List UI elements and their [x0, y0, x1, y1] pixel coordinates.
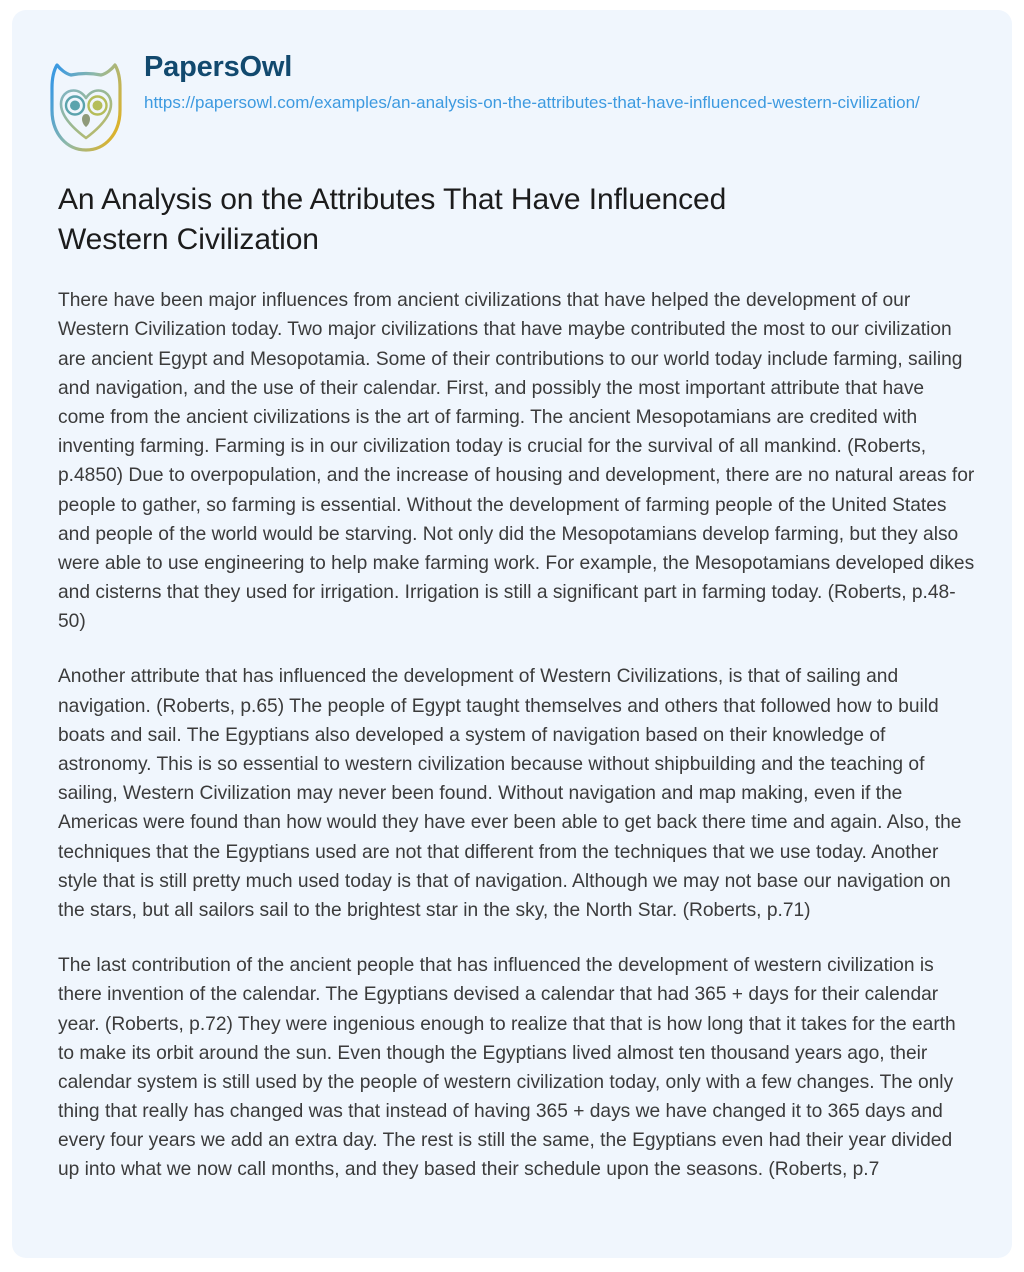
article-paragraph: The last contribution of the ancient people that has influenced the development of western civilization is there invention of the calendar. The Egyptians devised a calendar that had 365 + days for their calendar year. (Roberts, p.72) They were ingenious enough to realize that that is how long that it takes for the earth to make its orbit around the sun. Even though the Egyptians lived almost ten thousand years ago, their calendar system is still used by the people of western civilization today, only with a few changes. The only thing that really has changed was that instead of having 365 + days we have changed it to 365 days and every four years we add an extra day. The rest is still the same, the Egyptians even had their year divided up into what we now call months, and they based their schedule upon the seasons. (Roberts, p.7 [58, 955, 956, 1181]
article-body [58, 286, 976, 1184]
site-header [40, 48, 982, 158]
article [58, 180, 976, 1185]
brand-text-block [144, 48, 982, 116]
article-paragraph: There have been major influences from ancient civilizations that have helped the development of our Western Civilization today. Two major civilizations that have maybe contributed the most to our civilization are ancient Egypt and Mesopotamia. Some of their contributions to our world today include farming, sailing and navigation, and the use of their calendar. First, and possibly the most important attribute that have come from the ancient civilizations is the art of farming. The ancient Mesopotamians are credited with inventing farming. Farming is in our civilization today is crucial for the survival of all mankind. (Roberts, p.4850) Due to overpopulation, and the increase of housing and development, there are no natural areas for people to gather, so farming is essential. Without the development of farming people of the United States and people of the world would be starving. Not only did the Mesopotamians develop farming, but they also were able to use engineering to help make farming work. For example, the Mesopotamians developed dikes and cisterns that they used for irrigation. Irrigation is still a significant part in farming today. (Roberts, p.48-50) [58, 290, 975, 633]
essay-page-card [12, 10, 1012, 1258]
brand-name: PapersOwl [144, 51, 293, 83]
owl-logo-icon[interactable] [40, 54, 132, 158]
page-title: An Analysis on the Attributes That Have Influenced Western Civilization [58, 183, 727, 256]
article-paragraph: Another attribute that has influenced the development of Western Civilizations, is that of sailing and navigation. (Roberts, p.65) The people of Egypt taught themselves and others that followed how to build boats and sail. The Egyptians also developed a system of navigation based on their knowledge of astronomy. This is so essential to western civilization because without shipbuilding and the teaching of sailing, Western Civilization may never been found. Without navigation and map making, even if the Americas were found than how would they have ever been able to get back there time and again. Also, the techniques that the Egyptians used are not that different from the techniques that we use today. Another style that is still pretty much used today is that of navigation. Although we may not base our navigation on the stars, but all sailors sail to the brightest star in the sky, the North Star. (Roberts, p.71) [58, 666, 962, 921]
source-url[interactable]: https://papersowl.com/examples/an-analysis-on-the-attributes-that-have-influenced-western-civilization/ [144, 92, 920, 112]
